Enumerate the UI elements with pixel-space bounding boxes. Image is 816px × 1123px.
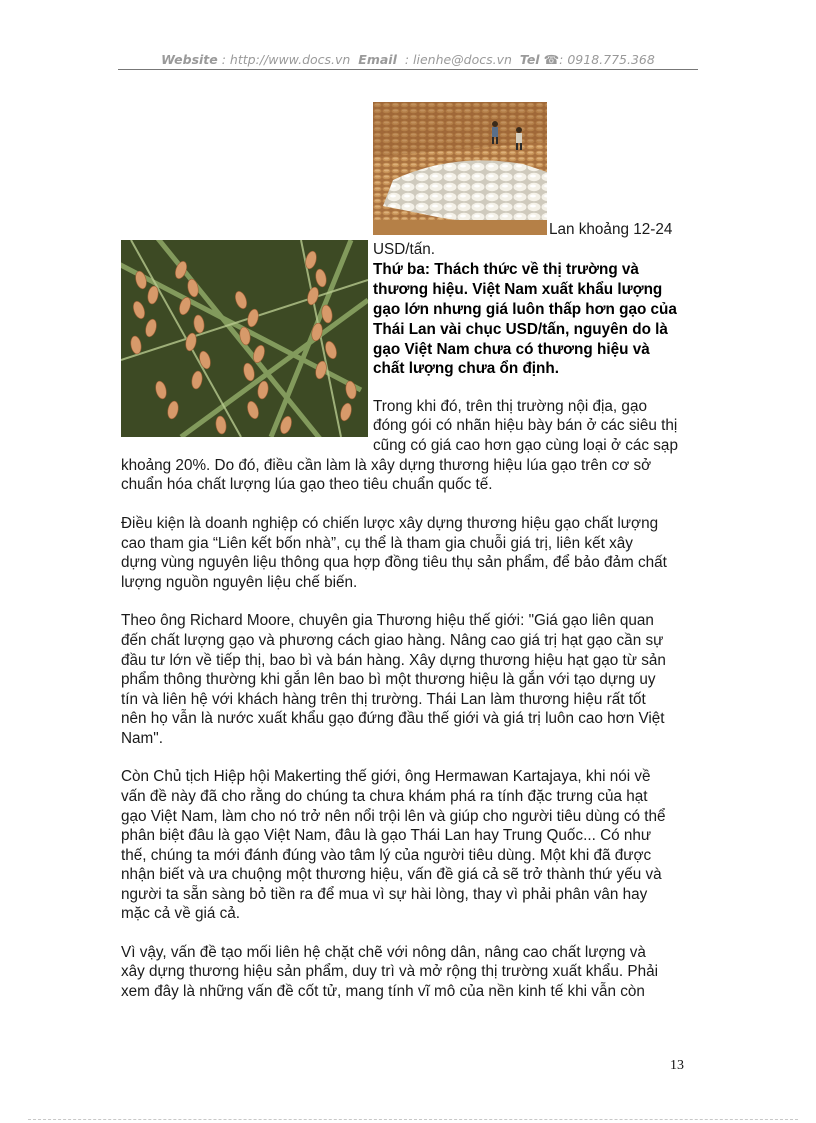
paragraph-line: Điều kiện là doanh nghiệp có chiến lược xây dựng thương hiệu gạo chất lượng xyxy=(121,515,659,532)
paragraph-line: thế, chúng ta mới đánh đúng vào tâm lý của người tiêu dùng. Một khi đã được xyxy=(121,847,652,864)
paragraph-line: vấn đề này đã cho rằng do chúng ta chưa khám phá ra tính đặc trưng của hạt xyxy=(121,788,648,805)
website-label: Website xyxy=(161,52,218,67)
page-number: 13 xyxy=(670,1058,684,1073)
tel-value: : 0918.775.368 xyxy=(559,52,655,67)
intro-line-2: USD/tấn. xyxy=(373,241,436,258)
paragraph-line: Vì vậy, vấn đề tạo mối liên hệ chặt chẽ với nông dân, nâng cao chất lượng và xyxy=(121,944,646,961)
header-divider xyxy=(118,69,698,70)
paragraph-line: nên họ vẫn là nước xuất khẩu gạo đứng đầu thế giới và giá trị luôn cao hơn Việt xyxy=(121,710,665,727)
paragraph-line: đầu tư lớn về tiếp thị, bao bì và bán hàng. Xây dựng thương hiệu hạt gạo từ sản xyxy=(121,652,666,669)
intro-line-1: Lan khoảng 12-24 xyxy=(549,221,673,238)
page-header xyxy=(118,52,698,67)
heading-line: gạo Việt Nam chưa có thương hiệu và xyxy=(373,341,650,358)
email-value: : lienhe@docs.vn xyxy=(404,52,512,67)
paragraph-line: đóng gói có nhãn hiệu bày bán ở các siêu thị xyxy=(373,417,678,434)
paragraph-line: cũng có giá cao hơn gạo cùng loại ở các sạp xyxy=(373,437,678,454)
paragraph-line: Còn Chủ tịch Hiệp hội Makerting thế giới, ông Hermawan Kartajaya, khi nói về xyxy=(121,768,651,785)
paragraph-line: mặc cả về giá cả. xyxy=(121,905,241,922)
phone-icon: ☎ xyxy=(543,52,560,67)
heading-line: gạo lớn nhưng giá luôn thấp hơn gạo của xyxy=(373,301,677,318)
paragraph-line: cao tham gia “Liên kết bốn nhà”, cụ thể là tham gia chuỗi giá trị, liên kết xây xyxy=(121,535,633,552)
paragraph-line: dựng vùng nguyên liệu thông qua hợp đồng tiêu thụ sản phẩm, để bảo đảm chất xyxy=(121,554,667,571)
email-label: Email xyxy=(358,52,397,67)
paragraph-line: lượng nguồn nguyên liệu chế biến. xyxy=(121,574,358,591)
rice-sacks-photo xyxy=(373,102,547,235)
paragraph-line: khoảng 20%. Do đó, điều cần làm là xây dựng thương hiệu lúa gạo trên cơ sở xyxy=(121,457,652,474)
paragraph-line: nhận biết và ưa chuộng một thương hiệu, vấn đề giá cả sẽ trở thành thứ yếu và xyxy=(121,866,662,883)
paragraph-line: xem đây là những vấn đề cốt tử, mang tính vĩ mô của nền kinh tế khi vẫn còn xyxy=(121,983,645,1000)
page-bottom-edge xyxy=(28,1119,798,1120)
paragraph-line: xây dựng thương hiệu sản phẩm, duy trì và mở rộng thị trường xuất khẩu. Phải xyxy=(121,963,658,980)
paragraph-line: phân biệt đâu là gạo Việt Nam, đâu là gạo Thái Lan hay Trung Quốc... Có như xyxy=(121,827,652,844)
heading-line: Thứ ba: Thách thức về thị trường và xyxy=(373,261,639,278)
rice-sacks-illustration xyxy=(373,102,547,235)
paragraph-line: Trong khi đó, trên thị trường nội địa, gạo xyxy=(373,398,647,415)
paragraph-line: đến chất lượng gạo và phương cách giao hàng. Nâng cao giá trị hạt gạo cần sự xyxy=(121,632,664,649)
heading-line: Thái Lan vài chục USD/tấn, nguyên do là xyxy=(373,321,668,338)
rice-grains-photo xyxy=(121,240,368,437)
tel-label: Tel xyxy=(519,52,540,67)
paragraph-line: gạo Việt Nam, làm cho nó trở nên nổi trội lên và giúp cho người tiêu dùng có thể xyxy=(121,808,666,825)
paragraph-line: chuẩn hóa chất lượng lúa gạo theo tiêu chuẩn quốc tế. xyxy=(121,476,493,493)
paragraph-line: người ta sẵn sàng bỏ tiền ra để mua vì sự hài lòng, thay vì phải phân vân hay xyxy=(121,886,648,903)
paragraph-line: phẩm thông thường khi gắn lên bao bì một thương hiệu là gắn với tạo dựng uy xyxy=(121,671,656,688)
heading-line: thương hiệu. Việt Nam xuất khẩu lượng xyxy=(373,281,663,298)
website-value: : http://www.docs.vn xyxy=(221,52,351,67)
paragraph-line: Theo ông Richard Moore, chuyên gia Thương hiệu thế giới: "Giá gạo liên quan xyxy=(121,612,654,629)
paragraph-line: Nam". xyxy=(121,730,163,747)
paragraph-line: tín và liên hệ với khách hàng trên thị trường. Thái Lan làm thương hiệu rất tốt xyxy=(121,691,646,708)
rice-grains-illustration xyxy=(121,240,368,437)
heading-line: chất lượng chưa ổn định. xyxy=(373,360,559,377)
